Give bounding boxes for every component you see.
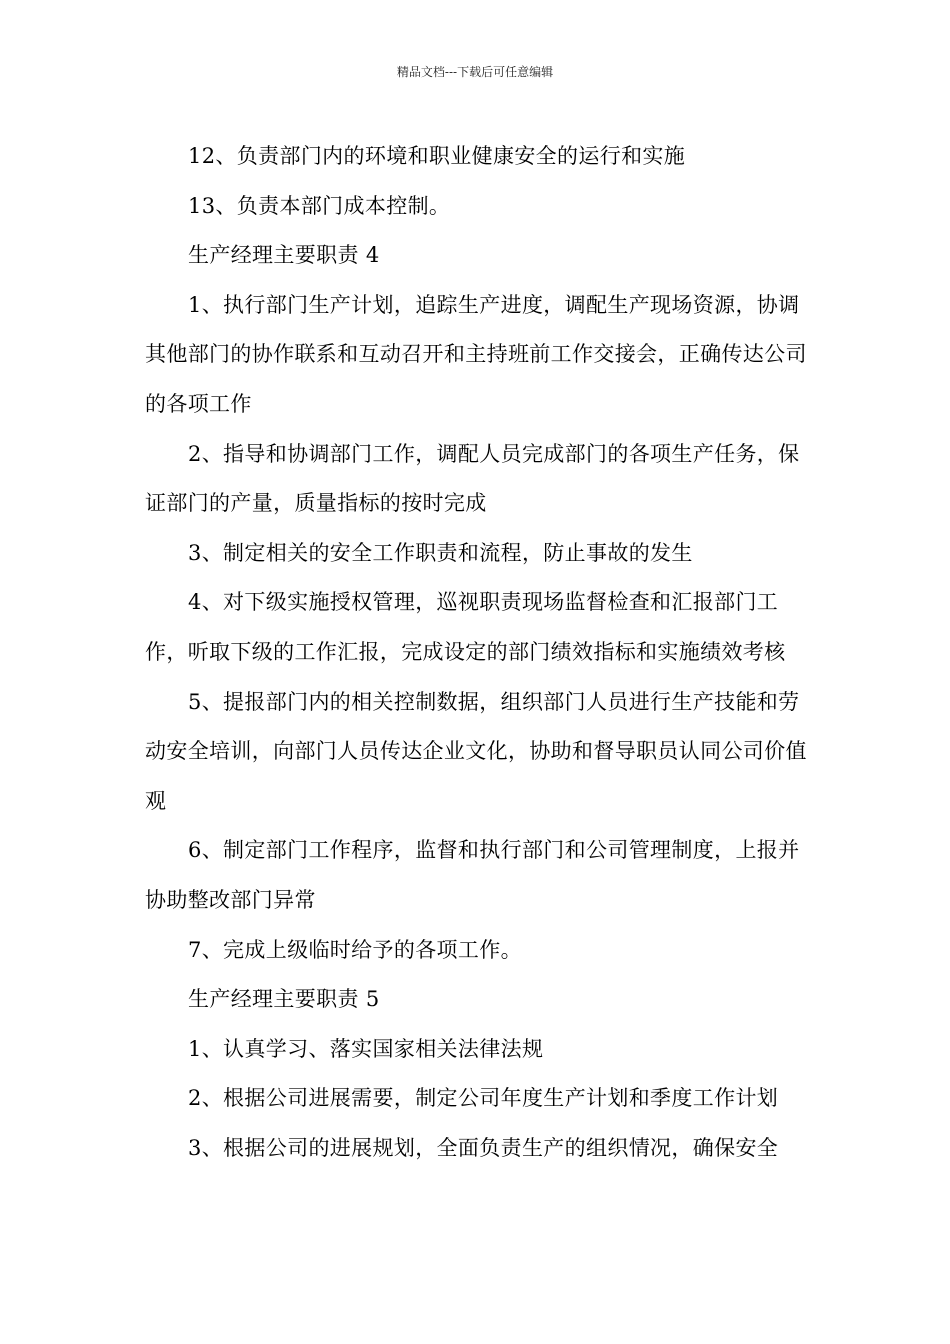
paragraph-item-4: 4、对下级实施授权管理，巡视职责现场监督检查和汇报部门工作，听取下级的工作汇报，完成设定的部门绩效指标和实施绩效考核 bbox=[145, 590, 786, 664]
paragraph-item-3: 3、制定相关的安全工作职责和流程，防止事故的发生 bbox=[188, 540, 693, 565]
section-heading-5: 生产经理主要职责 5 bbox=[188, 987, 380, 1012]
paragraph-item-1-s5: 1、认真学习、落实国家相关法律法规 bbox=[188, 1036, 544, 1061]
page-header: 精品文档---下载后可任意编辑 bbox=[396, 65, 554, 79]
paragraph-item-6: 6、制定部门工作程序，监督和执行部门和公司管理制度，上报并协助整改部门异常 bbox=[145, 838, 800, 912]
paragraph-item-2: 2、指导和协调部门工作，调配人员完成部门的各项生产任务，保证部门的产量，质量指标的按时完成 bbox=[145, 441, 800, 516]
paragraph-item-12: 12、负责部门内的环境和职业健康安全的运行和实施 bbox=[188, 144, 686, 168]
paragraph-item-13: 13、负责本部门成本控制。 bbox=[188, 193, 451, 218]
paragraph-item-5: 5、提报部门内的相关控制数据，组织部门人员进行生产技能和劳动安全培训，向部门人员传达企业文化，协助和督导职员认同公司价值观 bbox=[145, 689, 807, 813]
paragraph-item-2-s5: 2、根据公司进展需要，制定公司年度生产计划和季度工作计划 bbox=[188, 1086, 779, 1111]
paragraph-item-7: 7、完成上级临时给予的各项工作。 bbox=[188, 937, 522, 962]
paragraph-item-1: 1、执行部门生产计划，追踪生产进度，调配生产现场资源，协调其他部门的协作联系和互动召开和主持班前工作交接会，正确传达公司的各项工作 bbox=[145, 292, 807, 416]
section-heading-4: 生产经理主要职责 4 bbox=[188, 243, 380, 268]
document-body bbox=[145, 132, 810, 1173]
paragraph-item-3-s5: 3、根据公司的进展规划，全面负责生产的组织情况，确保安全 bbox=[188, 1135, 779, 1160]
